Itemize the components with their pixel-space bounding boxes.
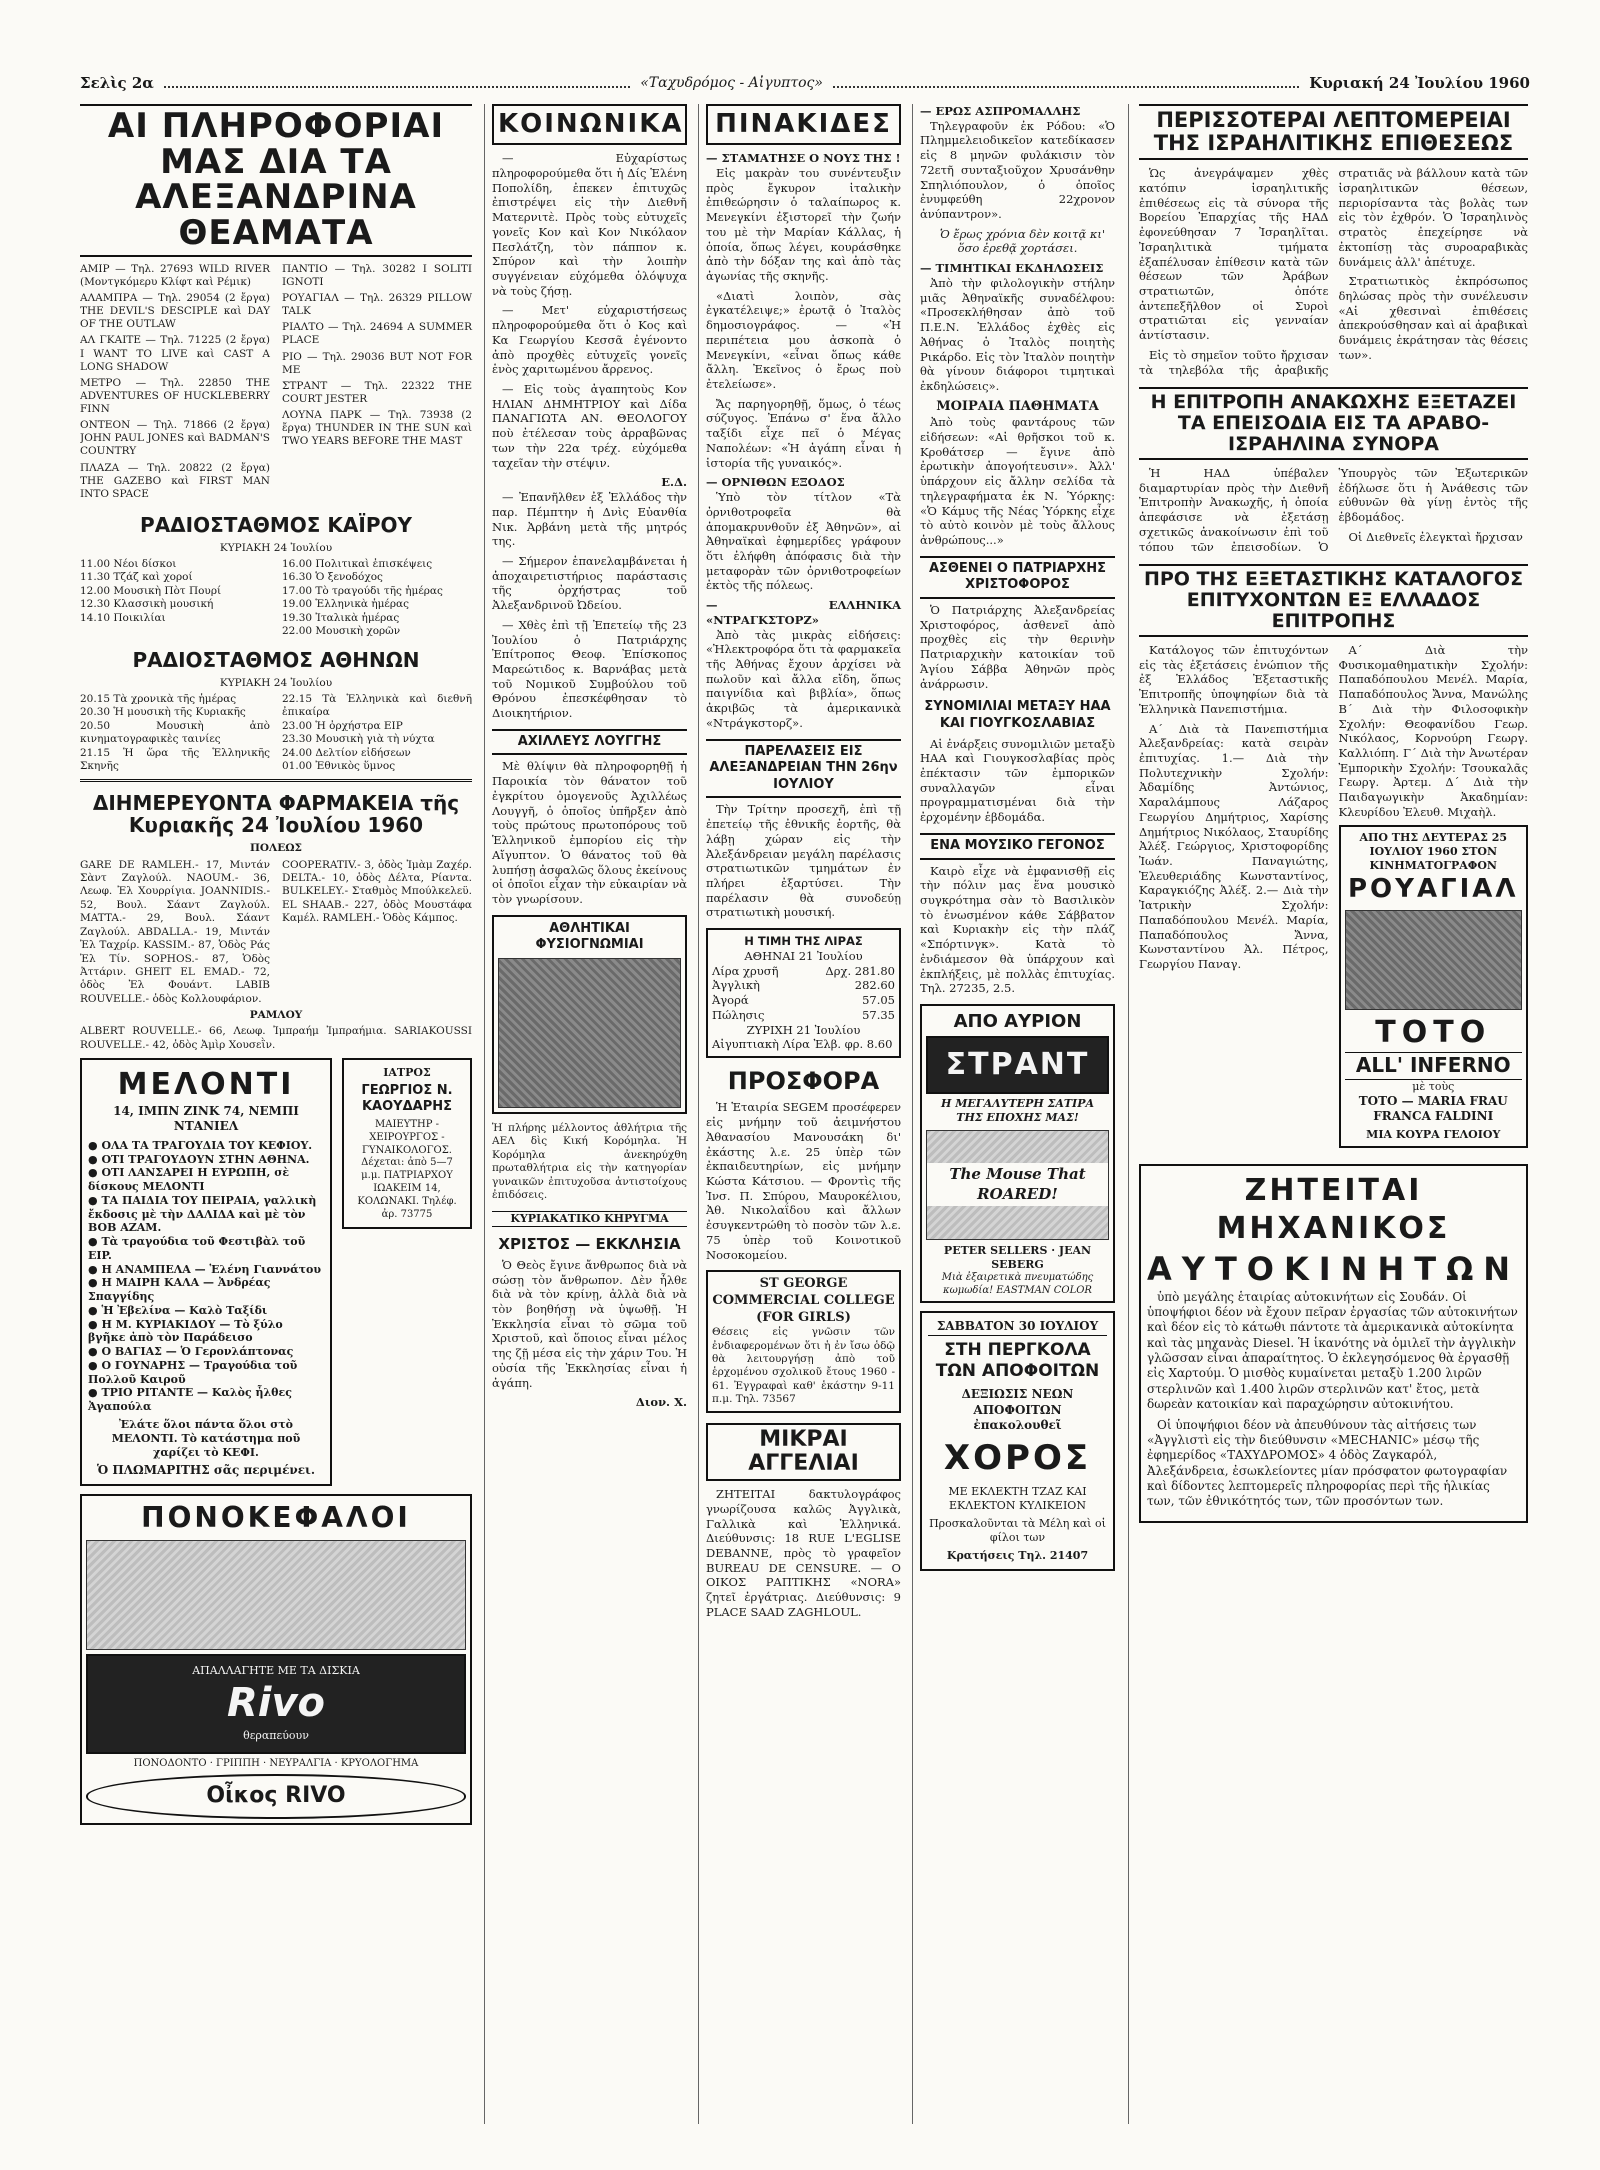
strand-footer: Μιὰ ἐξαιρετικὰ πνευματώδης κωμωδία! EASTMAN COLOR	[941, 1271, 1094, 1296]
obituary-headline: ΑΧΙΛΛΕΥΣ ΛΟΥΓΓΗΣ	[492, 729, 687, 756]
rivo-top-text: ΑΠΑΛΛΑΓΗΤΕ ΜΕ ΤΑ ΔΙΣΚΙΑ	[192, 1664, 360, 1678]
doctor-ad	[342, 1058, 472, 1487]
note-text: «Διατὶ λοιπὸν, σὰς ἐγκατέλειψε;» ἐρωτᾷ ὁ Ἰταλὸς δημοσιογράφος. — «Ἡ περιπέτεια μου ἀσκοπὰ ὁ Μενεγκίνι, «εἶναι ὅπως κάθε ἄλλη. Ἐκεῖνος ὁ ἔρως ποὺ ἐτελείωσε».	[706, 288, 901, 392]
meloni-list	[88, 1139, 324, 1414]
rivo-ad	[80, 1494, 472, 1824]
rivo-list: ΠΟΝΟΔΟΝΤΟ · ΓΡΙΠΠΗ · ΝΕΥΡΑΛΓΙΑ · ΚΡΥΟΛΟΓΗΜΑ	[133, 1757, 419, 1769]
exchange-value: 282.60	[854, 978, 895, 993]
radio-slot: 16.00 Πολιτικαὶ ἐπισκέψεις	[282, 558, 433, 570]
sermon-label: ΚΥΡΙΑΚΑΤΙΚΟ ΚΗΡΥΓΜΑ	[492, 1211, 687, 1227]
note-text: Ἀπὸ τοὺς φαντάρους τῶν εἰδήσεων: «Αἱ θρῆσκοι τοῦ κ. Κροθάτσερ — ἔγινε ἀπὸ ἐρωτικὴν ἀπογοήτευσιν». Ἀλλ' ὑπάρχουν εἰς ἄλλην σελίδα τὰ τηλεγραφήματα ἐκ Ν. Ὑόρκης: «Ὁ Κάμυς τῆς Νέας Ὑόρκης εἶχε τὸ αὐτὸ κοινὸν μὲ τοὺς ἄλλους ἀνθρώπους...»	[920, 415, 1115, 548]
dance-reception: ΔΕΞΙΩΣΙΣ ΝΕΩΝ ΑΠΟΦΟΙΤΩΝ ἐπακολουθεῖ	[961, 1387, 1074, 1432]
athletes-headline: ΑΘΛΗΤΙΚΑΙ ΦΥΣΙΟΓΝΩΜΙΑΙ	[535, 920, 644, 953]
social-headline: ΚΟΙΝΩΝΙΚΑ	[492, 104, 687, 145]
page-number: Σελὶς 2α	[80, 74, 154, 92]
strand-cinema-ad	[920, 1004, 1115, 1303]
issue-date: Κυριακή 24 Ἰουλίου 1960	[1309, 74, 1530, 92]
exchange-row	[712, 964, 895, 979]
note-text: Ἀπὸ τὴν φιλολογικὴν στήλην μιᾶς Ἀθηναϊκῆς συναδέλφου: «Προσεκλήθησαν ἀπὸ τοῦ Π.Ε.Ν. Ἑλλάδος ἐχθὲς εἰς Ἀθήνας ὁ Ἰταλὸς ποιητὴς Ρικάρδο. Εἰς τὸν Ἰταλὸν ποιητὴν θὰ γίνουν διάφοροι τιμητικαὶ ἐκδηλώσεις».	[920, 275, 1115, 393]
sermon-headline: ΧΡΙΣΤΟΣ — ΕΚΚΛΗΣΙΑ	[498, 1234, 681, 1253]
exchange-label: Πώλησις	[712, 1007, 765, 1022]
note-title: ΜΟΙΡΑΙΑ ΠΑΘΗΜΑΤΑ	[936, 398, 1099, 414]
meloni-item: ● Ο ΒΑΓΙΑΣ — Ὁ Γερονλάπτονας	[88, 1345, 324, 1359]
meloni-item: ● ΤΑ ΠΑΙΔΙΑ ΤΟΥ ΠΕΙΡΑΙΑ, γαλλικὴ ἔκδοσις μὲ τὴν ΔΑΛΙΔΑ καὶ μὲ τὸν BOB AZAM.	[88, 1194, 324, 1235]
social-item: — Εἰς τοὺς ἀγαπητοὺς Κον ΗΛΙΑΝ ΔΗΜΗΤΡΙΟΥ καὶ Δίδα ΠΑΝΑΓΙΩΤΑ ΑΝ. ΘΕΟΛΟΓΟΥ ποὺ ἐτέλεσαν τοὺς ἀρραβῶνας των τὴν 22α τρέχ. εὐχόμεθα ταχεῖαν τὴν στέψιν.	[492, 382, 687, 470]
ads-row	[80, 1058, 472, 1487]
exams-right	[1339, 643, 1529, 1156]
strand-film-title: The Mouse That ROARED!	[927, 1163, 1108, 1205]
exams-headline: ΠΡΟ ΤΗΣ ΕΞΕΤΑΣΤΙΚΗΣ ΚΑΤΑΛΟΓΟΣ ΕΠΙΤΥΧΟΝΤΩΝ ΕΞ ΕΛΛΑΔΟΣ ΕΠΙΤΡΟΠΗΣ	[1139, 564, 1528, 637]
article-paragraph: Εἰς τὸ σημεῖον τοῦτο ἤρχισαν τὰ τηλεβόλα τῆς ἀραβικῆς στρατιᾶς νὰ βάλλουν κατὰ τῶν ἰσραηλιτικῶν θέσεων, περιορίσαντα τὰς βολὰς των εἰς τὸν ἐχθρόν. Ὁ Ἰσραηλινὸς στρατὸς ἐπεχείρησε νὰ ἐκτοπίσῃ τὰς συροαραβικὰς δυνάμεις ἀλλ' ἀπέτυχε.	[1139, 166, 1528, 377]
radio-athens-right	[282, 693, 472, 774]
exchange-label: Λίρα χρυσῆ	[712, 963, 779, 978]
masthead-rule	[164, 78, 630, 88]
exchange-headline: Η ΤΙΜΗ ΤΗΣ ΛΙΡΑΣ	[744, 934, 863, 949]
radio-athens-schedule	[80, 693, 472, 774]
sermon-signature: Διον. Χ.	[635, 1395, 687, 1410]
royal-bottom: ΜΙΑ ΚΟΥΡΑ ΓΕΛΟΙΟΥ	[1366, 1127, 1501, 1141]
notes-headline: ΠΙΝΑΚΙΔΕΣ	[706, 104, 901, 145]
masthead	[80, 68, 1530, 98]
radio-cairo-right	[282, 558, 472, 639]
columns	[80, 104, 1530, 2124]
exchange-label: Ἀγορά	[712, 993, 749, 1008]
social-item: — Χθὲς ἐπὶ τῇ Ἐπετείῳ τῆς 23 Ἰουλίου ὁ Πατριάρχης Ἐπίτροπος Θεοφ. Ἐπίσκοπος Μαρεώτιδος κ. Βαρνάβας μετὰ τοῦ Νομικοῦ Συμβούλου τοῦ Θρόνου ἐπεσκέφθησαν τὸ Διοικητήριον.	[492, 617, 687, 721]
college-ad	[706, 1270, 901, 1413]
patriarch-headline: ΑΣΘΕΝΕΙ Ο ΠΑΤΡΙΑΡΧΗΣ ΧΡΙΣΤΟΦΟΡΟΣ	[920, 556, 1115, 599]
radio-slot: 23.30 Μουσικὴ γιὰ τὴ νύχτα	[282, 733, 435, 746]
doctor-name: ΓΕΩΡΓΙΟΣ Ν. ΚΑΟΥΔΑΡΗΣ	[361, 1082, 453, 1115]
meloni-item: ● Τὰ τραγούδια τοῦ Φεστιβὰλ τοῦ EIP.	[88, 1235, 324, 1263]
meloni-item: ● Η Μ. ΚΥΡΙΑΚΙΔΟΥ — Τὸ ξύλο βγῆκε ἀπὸ τὸν Παράδεισο	[88, 1318, 324, 1346]
note-text: Ἄς παρηγορηθῇ, ὅμως, ὁ τέως σύζυγος. Ἐπάνω σ' ἕνα ἄλλο ταξίδι εἶχε πεῖ ὁ Μέγας Ναπολέων: «Ἡ ἀγάπη εἶναι ἡ ἱστορία τῆς γυναικός».	[706, 396, 901, 470]
meloni-item: ● ΟΤΙ ΤΡΑΓΟΥΔΟΥΝ ΣΤΗΝ ΑΘΗΝΑ.	[88, 1153, 324, 1167]
radio-slot: 11.00 Νέοι δίσκοι	[80, 558, 177, 570]
meloni-item: ● Η ΑΝΑΜΠΕΛΑ — Ἑλένη Γιαννάτου	[88, 1263, 324, 1277]
exchange-row	[712, 993, 895, 1008]
doctor-details: ΜΑΙΕΥΤΗΡ - ΧΕΙΡΟΥΡΓΟΣ - ΓΥΝΑΙΚΟΛΟΓΟΣ. Δέχεται: ἀπὸ 5—7 μ.μ. ΠΑΤΡΙΑΡΧΟΥ ΙΩΑΚΕΙΜ 14, ΚΟΛΩΝΑΚΙ. Τηλέφ. ἀρ. 73775	[357, 1119, 457, 1220]
strand-cast: PETER SELLERS · JEAN SEBERG	[943, 1243, 1092, 1271]
patriarch-text: Ὁ Πατριάρχης Ἀλεξανδρείας Χριστοφόρος, ἀσθενεῖ ἀπὸ προχθὲς εἰς τὴν θερινὴν Πατριαρχικὴν κατοικίαν τοῦ Ἁγίου Σάββα Ἀθηνῶν πρὸς ἀνάρρωσιν.	[920, 603, 1115, 691]
note-title: — ΕΡΩΣ ΑΣΠΡΟΜΑΛΛΗΣ	[920, 104, 1081, 118]
mechanic-headline-2: ΑΥΤΟΚΙΝΗΤΩΝ	[1147, 1249, 1521, 1288]
radio-slot: 19.00 Ἑλληνικὰ ἡμέρας	[282, 598, 410, 611]
theatre-listing: ΣΤΡΑΝΤ — Τηλ. 22322 THE COURT JESTER	[282, 379, 472, 405]
pharmacies-right: COOPERATIV.- 3, ὁδὸς Ἰμὰμ Ζαχέρ. DELTA.- 10, ὁδὸς Δέλτα, Ρίαντα. BULKELEY.- Σταθμὸς Μπούλκελεϋ. EL SHAAB.- 227, ὁδὸς Μουστάφα Καμέλ. RAMLEH.- Ὁδὸς Κάμπος.	[282, 858, 472, 925]
athlete-photo	[498, 958, 681, 1108]
doctor-card	[342, 1058, 472, 1230]
radio-slot: 11.30 Τζάζ καὶ χοροί	[80, 571, 193, 584]
pharmacies-left: GARE DE RAMLEH.- 17, Μιντάν Σὰντ Ζαγλούλ. NAOUM.- 36, Λεωφ. Ἐλ Χουρρίγια. JOANNIDIS.- 52, Βουλ. Σάαντ Ζαγλούλ. MATTA.- 29, Βουλ. Σάαντ Ζαγλούλ. ABDALLA.- 19, Μιντάν Ἐλ Ταχρίρ. KASSIM.- 87, Ὁδὸς Ράς Ἐλ Τίν. SOPHOS.- 87, Ὁδὸς Ἀττάριν. GHEIT EL EMAD.- 72, ὁδὸς Ἐλ Φουάντ. LABIB ROUVELLE.- ὁδὸς Κολλουφάριον.	[80, 858, 270, 1005]
theatre-listing: ΡΟΥΑΓΙΑΛ — Τηλ. 26329 PILLOW TALK	[282, 292, 472, 318]
royal-cast: ΤΟΤΟ — MARIA FRAU FRANCA FALDINI	[1358, 1094, 1508, 1124]
radio-cairo-left	[80, 558, 270, 639]
column-entertainment	[80, 104, 480, 2124]
pharmacies-city-label: ΠΟΛΕΩΣ	[250, 842, 302, 855]
talks-text: Αἱ ἐνάρξεις συνομιλιῶν μεταξὺ ΗΑΑ καὶ Γιουγκοσλαβίας πρὸς ἐπέκτασιν τῶν ἐμπορικῶν συναλλαγῶν εἶναι προγραμματισμέναι διὰ τὴν ἐρχομένην ἑβδομάδα.	[920, 736, 1115, 825]
armistice-headline: Η ΕΠΙΤΡΟΠΗ ΑΝΑΚΩΧΗΣ ΕΞΕΤΑΖΕΙ ΤΑ ΕΠΕΙΣΟΔΙΑ ΕΙΣ ΤΑ ΑΡΑΒΟ-ΙΣΡΑΗΛΙΝΑ ΣΥΝΟΡΑ	[1139, 387, 1528, 460]
dance-phone: Κρατήσεις Τηλ. 21407	[946, 1549, 1089, 1563]
royal-top: ΑΠΟ ΤΗΣ ΔΕΥΤΕΡΑΣ 25 ΙΟΥΛΙΟΥ 1960 ΣΤΟΝ ΚΙΝΗΜΑΤΟΓΡΑΦΟΝ	[1359, 830, 1508, 872]
headache-illustration	[86, 1540, 466, 1650]
article-paragraph: Ἡ ΗΑΔ ὑπέβαλεν διαμαρτυρίαν πρὸς τὴν Διεθνῆ Ἐπιτροπὴν Ἀνακωχῆς, ἡ ὁποία ἀπεφάσισε νὰ ἐξετάσῃ σχετικῶς ἀνακοίνωσιν ἐπὶ τοῦ τόπου τῶν ἐπεισοδίων. Ὁ Ὑπουργὸς τῶν Ἐξωτερικῶν ἐδήλωσε ὅτι ἡ Ἀνάθεσις τῶν εὐθυνῶν θὰ γίνῃ ἐντὸς τῆς ἑβδομάδος.	[1139, 465, 1528, 554]
column-misc	[912, 104, 1122, 2124]
radio-cairo-date: ΚΥΡΙΑΚΗ 24 Ἰουλίου	[219, 541, 333, 554]
newspaper-name: «Ταχυδρόμος - Αἰγυπτος»	[640, 75, 823, 91]
exchange-city: ΑΘΗΝΑΙ 21 Ἰουλίου	[744, 948, 863, 963]
pharmacies-headline: ΔΙΗΜΕΡΕΥΟΝΤΑ ΦΑΡΜΑΚΕΙΑ τῆς Κυριακῆς 24 Ἰουλίου 1960	[92, 791, 460, 838]
rivo-subtitle: θεραπεύουν	[243, 1729, 309, 1743]
theatres-listings	[80, 263, 472, 504]
meloni-ad	[80, 1058, 332, 1487]
offer-text: Ἡ Ἑταιρία SEGEM προσέφερεν εἰς μνήμην τοῦ ἀειμνήστου Ἀθανασίου Μανουσάκη δι' ἐκάστης λ.ε. 25 ὑπὲρ τῶν ἐκπαιδευτηρίων, εἰς μνήμην Κώστα Κάτσιου. — Φροντὶς τῆς Ἰνσ. Π. Σπύρου, Μαυροκέλιου, Ἀθ. Νικολαΐδου καὶ ἄλλων ἐσυγκεντρώθη τὸ ποσὸν τῶν λ.ε. 75 ὑπὲρ τοῦ Κοινοτικοῦ Νοσοκομείου.	[706, 1100, 901, 1262]
meloni-item: ● Η ΜΑΙΡΗ ΚΑΛΑ — Ἀνδρέας Σπαγγίδης	[88, 1276, 324, 1304]
theatre-listing: ΠΛΑΖΑ — Τηλ. 20822 (2 ἔργα) THE GAZEBO καὶ FIRST MAN INTO SPACE	[80, 461, 270, 500]
radio-slot: 16.30 Ὁ ξενοδόχος	[282, 571, 383, 584]
meloni-item: ● Ο ΓΟΥΝΑΡΗΣ — Τραγούδια τοῦ Πολλοῦ Καιροῦ	[88, 1359, 324, 1387]
radio-athens-left	[80, 693, 270, 774]
college-name: ST GEORGE COMMERCIAL COLLEGE (FOR GIRLS)	[712, 1276, 895, 1325]
music-headline: ΕΝΑ ΜΟΥΣΙΚΟ ΓΕΓΟΝΟΣ	[920, 833, 1115, 860]
dance-ad	[920, 1311, 1115, 1571]
note-title: — ΣΤΑΜΑΤΗΣΕ Ο ΝΟΥΣ ΤΗΣ !	[706, 151, 901, 166]
radio-slot: 12.00 Μουσικὴ Πὸτ Πουρί	[80, 584, 222, 597]
exchange-value: 57.35	[862, 1007, 895, 1022]
parade-text: Τὴν Τρίτην προσεχῆ, ἐπὶ τῇ ἐπετείῳ τῆς ἐθνικῆς ἑορτῆς, θὰ λάβῃ χώραν εἰς τὴν Ἀλεξάνδρειαν μεγάλη παρέλασις στρατιωτικῶν τμημάτων ἐν πλήρει ἐξαρτύσει. Τὴν παρέλασιν θὰ συνοδεύῃ στρατιωτικὴ μουσική.	[706, 802, 901, 920]
exams-intro: Κατάλογος τῶν ἐπιτυχόντων εἰς τὰς ἐξετάσεις ἐνώπιον τῆς ἐξ Ἑλλάδος Ἐξεταστικῆς Ἐπιτροπῆς ὑποψηφίων διὰ τὰ Ἑλληνικὰ Πανεπιστήμια.	[1139, 642, 1329, 716]
social-signature: Ε.Δ.	[661, 475, 687, 490]
radio-cairo-schedule	[80, 558, 472, 639]
athlete-caption: Ἡ πλήρης μέλλοντος ἀθλήτρια τῆς ΑΕΛ δὶς Κική Κορόμηλα. Ἡ Κορόμηλα ἀνεκηρύχθη πρωταθλήτρια εἰς τὴν κατηγορίαν γυναικῶν ἐπιτυχοῦσα ἀντιστοίχους ἐπιδόσεις.	[492, 1121, 687, 1202]
dance-invite: Προσκαλοῦνται τὰ Μέλη καὶ οἱ φίλοι των	[929, 1516, 1106, 1544]
meloni-item: ● ΤΡΙΟ ΡΙΤΑΝΤΕ — Καλὸς ἦλθες Ἀγαπούλα	[88, 1386, 324, 1414]
dance-venue: ΣΤΗ ΠΕΡΓΚΟΛΑ ΤΩΝ ΑΠΟΦΟΙΤΩΝ	[935, 1339, 1100, 1382]
doctor-title: ΙΑΤΡΟΣ	[383, 1065, 431, 1079]
column-notes	[698, 104, 908, 2124]
column-social	[484, 104, 694, 2124]
article-paragraph: Στρατιωτικὸς ἐκπρόσωπος δηλώσας πρὸς τὴν συνέλευσιν «Αἱ χθεσιναὶ ἐπιθέσεις ἀπεκρούσθησαν καὶ αἱ ἀραβικαὶ δυνάμεις ἐκράτησαν τὰς θέσεις των».	[1338, 274, 1528, 362]
dance-band: ΜΕ ΕΚΛΕΚΤΗ ΤΖΑΖ ΚΑΙ ΕΚΛΕΚΤΟΝ ΚΥΛΙΚΕΙΟΝ	[948, 1484, 1087, 1512]
exchange-row	[712, 978, 895, 993]
theatre-listing: ΑΛΑΜΠΡΑ — Τηλ. 29054 (2 ἔργα) THE DEVIL'S DESCIPLE καὶ DAY OF THE OUTLAW	[80, 292, 270, 331]
exchange-value: 57.05	[862, 993, 895, 1008]
music-text: Καιρὸ εἶχε νὰ ἐμφανισθῇ εἰς τὴν πόλιν μας ἕνα μουσικὸ συγκρότημα σὰν τὸ Βασιλικὸν τὸ ἑνωσμένον κάθε Σάββατον καὶ Κυριακὴν εἰς τὴν πλάζ «Σπόρτινγκ». Κατὰ τὸ ἐνδιάμεσον θὰ ὑπάρχουν καὶ ἐκπλήξεις, μὲ πολλὰς ἐπιτυχίας. Τηλ. 27235, 2.5.	[920, 863, 1115, 996]
strand-poster	[926, 1130, 1109, 1240]
royal-with: μὲ τοὺς	[1412, 1080, 1455, 1094]
strand-tagline: Η ΜΕΓΑΛΥΤΕΡΗ ΣΑΤΙΡΑ ΤΗΣ ΕΠΟΧΗΣ ΜΑΣ!	[940, 1097, 1095, 1125]
offer-headline: ΠΡΟΣΦΟΡΑ	[727, 1066, 880, 1095]
exams-results: Α΄ Διὰ τὰ Πανεπιστήμια Ἀλεξανδρείας: κατὰ σειρὰν ἐπιτυχίας. 1.— Διὰ τὴν Πολυτεχνικὴν Σχολήν: Ἀδαμίδης Ἀντώνιος, Χαραλάμπους Λάζαρος Γεωργίου Δημήτριος, Χαρίσης Δημήτριος Νικόλαος, Σταυρίδης Ἀλέξ. Γεώργιος, Χριστοφορίδης Ἰωάν. Παναγιώτης, Ἐλευθεριάδης Κωνσταντίνος, Καραγκιόζης Ἀλέξ. 2.— Διὰ τὴν Ἰατρικὴν Σχολήν: Παπαδόπουλου Μενέλ. Μαρία, Παπαδόπουλος Ἄννα, Κωνσταντίνου Ἀλ. Πέτρος, Γεωργίου Παναγ.	[1139, 721, 1329, 971]
pharmacies-ramleh-label: ΡΑΜΛΟΥ	[249, 1009, 303, 1022]
exchange-row	[712, 1008, 895, 1023]
radio-slot: 20.30 Ἡ μουσικὴ τῆς Κυριακῆς	[80, 706, 246, 719]
talks-headline: ΣΥΝΟΜΙΛΙΑΙ ΜΕΤΑΞΥ ΗΑΑ ΚΑΙ ΓΙΟΥΓΚΟΣΛΑΒΙΑΣ	[924, 699, 1111, 731]
theatre-listing: ΛΟΥΝΑ ΠΑΡΚ — Τηλ. 73938 (2 ἔργα) THUNDER IN THE SUN καὶ TWO YEARS BEFORE THE MAST	[282, 409, 472, 448]
meloni-item: ● Ἡ Ἐβελίνα — Καλὸ Ταξίδι	[88, 1304, 324, 1318]
pharmacies-list	[80, 859, 472, 1007]
social-item: — Εὐχαρίστως πληροφορούμεθα ὅτι ἡ Δίς Ἑλένη Ποπολίδη, ἐπεκεν ἐπιτυχῶς ἐπιστρέψει εἰς τὴν Διεθνῆ Ματερνιτὲ. Πρὸς τοὺς εὐτυχεῖς γονεῖς Κον καὶ Κον Νικόλαον Πεσλάτζη, τὸν πάππον κ. Σπύρον καὶ τὴν λοιπὴν συγγένειαν εὐχόμεθα ὁλόψυχα νὰ τοὺς ζήσῃ.	[492, 151, 687, 298]
theatre-listing: ΑΜΙΡ — Τηλ. 27693 WILD RIVER (Μοντγκόμερυ Κλίφτ καὶ Ρέμικ)	[80, 262, 270, 288]
strand-top: ΑΠΟ ΑΥΡΙΟΝ	[953, 1010, 1082, 1032]
meloni-address: 14, ΙΜΠΝ ΖΙΝΚ 74, ΝΕΜΠΙ ΝΤΑΝΙΕΛ	[113, 1104, 299, 1134]
radio-slot: 14.10 Ποικιλίαι	[80, 611, 166, 624]
radio-slot: 21.15 Ἡ ὥρα τῆς Ἑλληνικῆς Σκηνῆς	[80, 746, 270, 772]
classifieds-text: ΖΗΤΕΙΤΑΙ δακτυλογράφος γνωρίζουσα καλῶς Ἀγγλικὰ, Γαλλικὰ καὶ Ἑλληνικά. Διεύθυνσις: 18 RUE L'EGLISE DEBANNE, πρὸς τὸ γραφεῖον BUREAU DE CENSURE. — Ο ΟΙΚΟΣ ΡΑΠΤΙΚΗΣ «ΝΟRA» ζητεῖ ἐργάτριας. Διεύθυνσις: 9 PLACE SAAD ZAGHLOUL.	[706, 1487, 901, 1619]
meloni-closing: Ἐλάτε ὅλοι πάντα ὅλοι στὸ ΜΕΛΟΝΤΙ. Τὸ κατάστημα ποῦ χαρίζει τὸ ΚΕΦΙ.	[111, 1417, 301, 1459]
note-quote: Ὁ ἔρως χρόνια δὲν κοιτᾷ κι' ὅσο ἐρεθᾷ χορτάσει.	[939, 226, 1106, 256]
pharmacies-ramleh-list: ALBERT ROUVELLE.- 66, Λεωφ. Ἰμπραήμ Ἰμπραήμια. SARIAKOUSSI ROUVELLE.- 42, ὁδὸς Ἀμὶρ Χουσεῒν.	[80, 1025, 472, 1051]
israel-article	[1139, 166, 1528, 377]
rivo-product: Οἶκος RIVO	[86, 1774, 466, 1818]
rivo-banner	[86, 1654, 466, 1753]
theatre-listing: ΡΙΑΛΤΟ — Τηλ. 24694 A SUMMER PLACE	[282, 321, 472, 347]
masthead-rule	[833, 78, 1299, 88]
radio-slot: 22.00 Μουσικὴ χορῶν	[282, 625, 401, 638]
column-news	[1128, 104, 1528, 2124]
social-item: — Μετ' εὐχαριστήσεως πληροφορούμεθα ὅτι ὁ Κος καὶ Κα Γεωργίου Κεσσᾶ ἐγένοντο ἀπὸ προχθὲς εὐτυχεῖς γονεῖς ἑνὸς χαριτωμένου ἄρρενος.	[492, 303, 687, 377]
radio-slot: 22.15 Τὰ Ἑλληνικὰ καὶ διεθνῆ ἐπικαίρα	[282, 692, 472, 719]
article-paragraph: Ὡς ἀνεγράψαμεν χθὲς κατόπιν ἰσραηλιτικῆς ἐπιθέσεως εἰς τὰ σύνορα τῆς Βορείου Ἐπαρχίας τῆς ΗΑΔ ἐφονεύθησαν 7 Ἰσραηλῖται. Ἰσραηλιτικὰ τμήματα ἐξαπέλυσαν ἐπίθεσιν κατὰ τῶν θέσεων τῶν Ἀράβων στρατιωτῶν, ὁπότε ἀντεπεξῆλθον οἱ Συροὶ στρατιῶται εἰς γενναίαν ἀντίστασιν.	[1139, 166, 1329, 343]
exchange-rates	[706, 928, 901, 1058]
theatre-listing: ΑΛ ΓΚΑΙΤΕ — Τηλ. 71225 (2 ἔργα) I WANT TO LIVE καὶ CAST A LONG SHADOW	[80, 334, 270, 373]
social-item: — Ἐπανῆλθεν ἐξ Ἑλλάδος τὴν παρ. Πέμπτην ἡ Δνὶς Εὐανθία Νικ. Ἀρβάνη μετὰ τῆς μητρός της.	[492, 490, 687, 549]
rivo-logo: Rivo	[226, 1680, 326, 1727]
exams-article	[1139, 643, 1528, 1156]
athletes-feature	[492, 915, 687, 1114]
radio-athens-date: ΚΥΡΙΑΚΗ 24 Ἰουλίου	[219, 676, 333, 689]
royal-film-1: ΤΟΤΟ	[1375, 1015, 1492, 1051]
headache-title: ΠΟΝΟΚΕΦΑΛΟΙ	[141, 1501, 411, 1535]
radio-slot: 17.00 Τὸ τραγούδι τῆς ἡμέρας	[282, 584, 443, 597]
note-text: Ὑπὸ τὸν τίτλον «Τὰ ὀρνιθοτροφεῖα θὰ ἀπομακρυνθοῦν ἐξ Ἀθηνῶν», αἱ Ἀθηναϊκαὶ ἐφημερίδες γράφουν ὅτι ἐλήφθη ἀπόφασις διὰ τὴν μεταφορὰν τῶν ὀρνιθοτροφείων ἐκτὸς τῆς πόλεως.	[706, 490, 901, 593]
mechanic-wanted-ad	[1139, 1164, 1528, 1523]
radio-athens-headline: ΡΑΔΙΟΣΤΑΘΜΟΣ ΑΘΗΝΩΝ	[132, 647, 420, 672]
classifieds-headline: ΜΙΚΡΑΙ ΑΓΓΕΛΙΑΙ	[706, 1423, 901, 1481]
strand-name: ΣΤΡΑΝΤ	[926, 1036, 1109, 1094]
theatre-listing: ΡΙΟ — Τηλ. 29036 BUT NOT FOR ME	[282, 350, 472, 376]
article-paragraph: Οἱ Διεθνεῖς ἐλεγκταὶ ἤρχισαν	[1348, 529, 1523, 544]
radio-slot: 12.30 Κλασσικὴ μουσική	[80, 598, 214, 611]
exchange-row: Αἰγυπτιακὴ Λίρα Ἐλβ. φρ. 8.60	[712, 1037, 893, 1052]
theatres-headline: ΑΙ ΠΛΗΡΟΦΟΡΙΑΙ ΜΑΣ ΔΙΑ ΤΑ ΑΛΕΞΑΝΔΡΙΝΑ ΘΕΑΜΑΤΑ	[80, 104, 472, 257]
radio-cairo-headline: ΡΑΔΙΟΣΤΑΘΜΟΣ ΚΑΪΡΟΥ	[140, 512, 412, 537]
theatres-right	[282, 263, 472, 504]
radio-slot: 19.30 Ἰταλικὰ ἡμέρας	[282, 611, 400, 624]
exams-results: Α΄ Διὰ τὴν Φυσικομαθηματικὴν Σχολήν: Παπαδόπουλου Μενέλ. Μαρία, Παπαδόπουλος Ἄννα, Μανώλης Β΄ Διὰ τὴν Φιλοσοφικὴν Σχολήν: Θεοφανίδου Γεωρ. Νικόλαος, Κορνούρη Γεωργ. Καλλιόπη. Γ΄ Διὰ τὴν Ἀνωτέραν Ἐμπορικὴν Σχολήν: Τσουκαλᾶς Γεωργ. Ἀρτεμ. Δ΄ Διὰ τὴν Παιδαγωγικὴν Ἀκαδημίαν: Κλευρίδου Ἐλευθ. Μιχαὴλ.	[1338, 642, 1528, 819]
meloni-title: ΜΕΛΟΝΤΙ	[117, 1066, 295, 1102]
royal-film-2: ALL' INFERNO	[1345, 1052, 1523, 1080]
israel-headline: ΠΕΡΙΣΣΟΤΕΡΑΙ ΛΕΠΤΟΜΕΡΕΙΑΙ ΤΗΣ ΙΣΡΑΗΛΙΤΙΚΗΣ ΕΠΙΘΕΣΕΩΣ	[1139, 104, 1528, 160]
mechanic-text: ὑπὸ μεγάλης ἑταιρίας αὐτοκινήτων εἰς Σουδάν. Οἱ ὑποψήφιοι δέον νὰ ἔχουν πεῖραν ἐργασίας τῶν αὐτοκινήτων καὶ δέον εἰς τὸ κάτωθι πάντοτε τὰ ἀμερικανικὰ αὐτοκίνητα καὶ τὰς μηχανὰς Diesel. Ἡ ἱκανότης νὰ ὁμιλεῖ τὴν ἀγγλικὴν γλῶσσαν εἶναι ἀπαραίτητος. Ὁ ἐκλεγησόμενος θὰ ἐργασθῇ εἰς Χαρτούμ. Ὁ μισθὸς κυμαίνεται μεταξὺ 1.200 λιρῶν στερλινῶν καὶ 1.400 λιρῶν στερλινῶν κατ' ἔτος, μετὰ δωρεὰν κατοικίαν καὶ παραχώρησιν αὐτοκινήτου.	[1147, 1289, 1518, 1412]
note-title: — ΟΡΝΙΘΩΝ ΕΞΟΔΟΣ	[706, 475, 845, 490]
sermon-text: Ὁ Θεὸς ἔγινε ἄνθρωπος διὰ νὰ σώσῃ τὸν ἄνθρωπον. Δὲν ἦλθε διὰ νὰ τὸν κρίνῃ, ἀλλὰ διὰ νὰ τὸν βοηθήσῃ νὰ ὑψωθῇ. Ἡ Ἐκκλησία εἶναι τὸ σῶμα τοῦ Χριστοῦ, καὶ ὅποιος εἶναι μέλος της ζῇ μέσα εἰς τὴν χάριν Του. Ἡ οὐσία τῆς Ἐκκλησίας εἶναι ἡ ἀγάπη.	[492, 1257, 687, 1390]
parade-headline: ΠΑΡΕΛΑΣΕΙΣ ΕΙΣ ΑΛΕΞΑΝΔΡΕΙΑΝ ΤΗΝ 26ην ΙΟΥΛΙΟΥ	[706, 739, 901, 799]
note-title: — ΕΛΛΗΝΙΚΑ «ΝΤΡΑΓΚΣΤΟΡΖ»	[706, 598, 901, 627]
college-text: Θέσεις εἰς γνῶσιν τῶν ἐνδιαφερομένων ὅτι ἡ ἐν ἴσω ὁδῷ θὰ λειτουργήσῃ ἀπὸ τοῦ ἑρχομένου σχολικοῦ ἔτους 1960 - 61. Ἐγγραφαὶ καθ' ἑκάστην 9-11 π.μ. Τηλ. 73567	[712, 1326, 895, 1406]
meloni-item: ● ΟΛΑ ΤΑ ΤΡΑΓΟΥΔΙΑ ΤΟΥ ΚΕΦΙΟΥ.	[88, 1139, 324, 1153]
theatre-listing: ΜΕΤΡΟ — Τηλ. 22850 THE ADVENTURES OF HUCKLEBERRY FINN	[80, 376, 270, 415]
exchange-value: Δρχ. 281.80	[825, 963, 895, 978]
royal-name: ΡΟΥΑΓΙΑΛ	[1347, 873, 1519, 904]
note-text: Εἰς μακρὰν του συνέντευξιν πρὸς ἔγκυρον ἰταλικὴν ἐπιθεώρησιν ὁ ταλαίπωρος κ. Μενεγκίνι ἐξιστορεῖ τὴν ζωήν του μὲ τὴν Μαρίαν Κάλλας, ἡ ὁποία, ὅπως λέγει, κουράσθηκε ἀπὸ τὴν δόξαν της καὶ ἀπὸ τὰς ἀγωνίας τῆς σκηνῆς.	[706, 165, 901, 284]
mechanic-text: Οἱ ὑποψήφιοι δέον νὰ ἀπευθύνουν τὰς αἰτήσεις των «Ἀγγλιστὶ εἰς τὴν διεύθυνσιν «MECHANIC» μέσῳ τῆς ἐφημερίδος «ΤΑΧΥΔΡΟΜΟΣ» 4 ὁδὸς Ζαγκαρόλ, Ἀλεξάνδρεια, ἐσωκλείοντες μίαν πρόσφατον φωτογραφίαν καὶ δίδοντες λεπτομερεῖς πληροφορίας περὶ τῆς ἡλικίας των, τῶν ἐθνικότητός των, τῶν προσόντων των.	[1147, 1417, 1508, 1509]
royal-photo	[1345, 910, 1523, 1010]
royal-cinema-ad	[1339, 825, 1529, 1148]
radio-slot: 01.00 Ἐθνικὸς ὕμνος	[282, 759, 396, 772]
armistice-article	[1139, 466, 1528, 554]
exchange-city: ΖΥΡΙΧΗ 21 Ἰουλίου	[746, 1022, 861, 1037]
theatre-listing: ΟΝΤΕΟΝ — Τηλ. 71866 (2 ἔργα) JOHN PAUL JONES καὶ BADMAN'S COUNTRY	[80, 419, 270, 458]
social-item: — Σήμερον ἑπανελαμβάνεται ἡ ἀποχαιρετιστήριος παράστασις τῆς ὀρχήστρας τοῦ Ἀλεξανδρινοῦ Ὠδείου.	[492, 553, 687, 613]
mechanic-headline-1: ΖΗΤΕΙΤΑΙ ΜΗΧΑΝΙΚΟΣ	[1216, 1172, 1451, 1247]
meloni-signature: Ὁ ΠΛΩΜΑΡΙΤΗΣ σᾶς περιμένει.	[97, 1463, 315, 1478]
meloni-item: ● ΟΤΙ ΛΑΝΣΑΡΕΙ Η ΕΥΡΩΠΗ, σὲ δίσκους ΜΕΛΟΝΤΙ	[88, 1166, 324, 1194]
section-divider	[80, 779, 472, 782]
radio-slot: 23.00 Ἡ ὀρχήστρα EIP	[282, 719, 403, 732]
radio-slot: 20.15 Τὰ χρονικὰ τῆς ἡμέρας	[80, 692, 237, 705]
exchange-label: Ἀγγλικὴ	[712, 978, 760, 993]
dance-date: ΣΑΒΒΑΤΟΝ 30 ΙΟΥΛΙΟΥ	[928, 1319, 1107, 1335]
theatres-left	[80, 263, 270, 504]
note-text: Τηλεγραφοῦν ἐκ Ρόδου: «Ὁ Πλημμελειοδικεῖον κατεδίκασεν εἰς 8 μηνῶν φυλάκισιν τὸν 72ετῆ συνταξιοῦχον Χρυσάνθην Σπηλιόπουλον, ὁ ὁποῖος ἐνυμφεύθη 22χρονον ἀνύπαντρον».	[920, 118, 1115, 222]
note-title: — ΤΙΜΗΤΙΚΑΙ ΕΚΔΗΛΩΣΕΙΣ	[920, 261, 1104, 276]
exams-left	[1139, 643, 1329, 1156]
dance-title: ΧΟΡΟΣ	[943, 1438, 1092, 1479]
note-text: Ἀπὸ τὰς μικρὰς εἰδήσεις: «Ἠλεκτροφόρα ὅτι τὰ φαρμακεῖα τῆς Ἀθήνας ἔχουν ἀρχίσει νὰ πωλοῦν καὶ ἄλλα εἴδη, ὅπως παιγνίδια καὶ βιβλία», ὅπως ἀκριβῶς τὰ ἀμερικανικὰ «Ντράγκστορζ».	[706, 627, 901, 730]
theatre-listing: ΠΑΝΤΙΟ — Τηλ. 30282 I SOLITI IGNOTI	[282, 262, 472, 288]
radio-slot: 24.00 Δελτίον εἰδήσεων	[282, 746, 411, 759]
obituary-text: Μὲ θλίψιν θὰ πληροφορηθῇ ἡ Παροικία τὸν θάνατον τοῦ ἐγκρίτου ὁμογενοῦς Ἀχιλλέως Λουγγῆ, ὁ ὁποῖος ὑπῆρξεν ἀπὸ τοὺς πρώτους πρωτοπόρους τοῦ Ἑλληνικοῦ ἐμπορίου εἰς τὴν Αἴγυπτον. Ὁ θάνατος τοῦ θὰ λυπήσῃ ἀσφαλῶς ὅλους ἐκείνους οἱ ὁποῖοι εἶχαν τὴν εὐκαιρίαν νὰ τὸν γνωρίσουν.	[492, 759, 687, 906]
radio-slot: 20.50 Μουσικὴ ἀπὸ κινηματογραφικὲς ταινίες	[80, 719, 270, 746]
